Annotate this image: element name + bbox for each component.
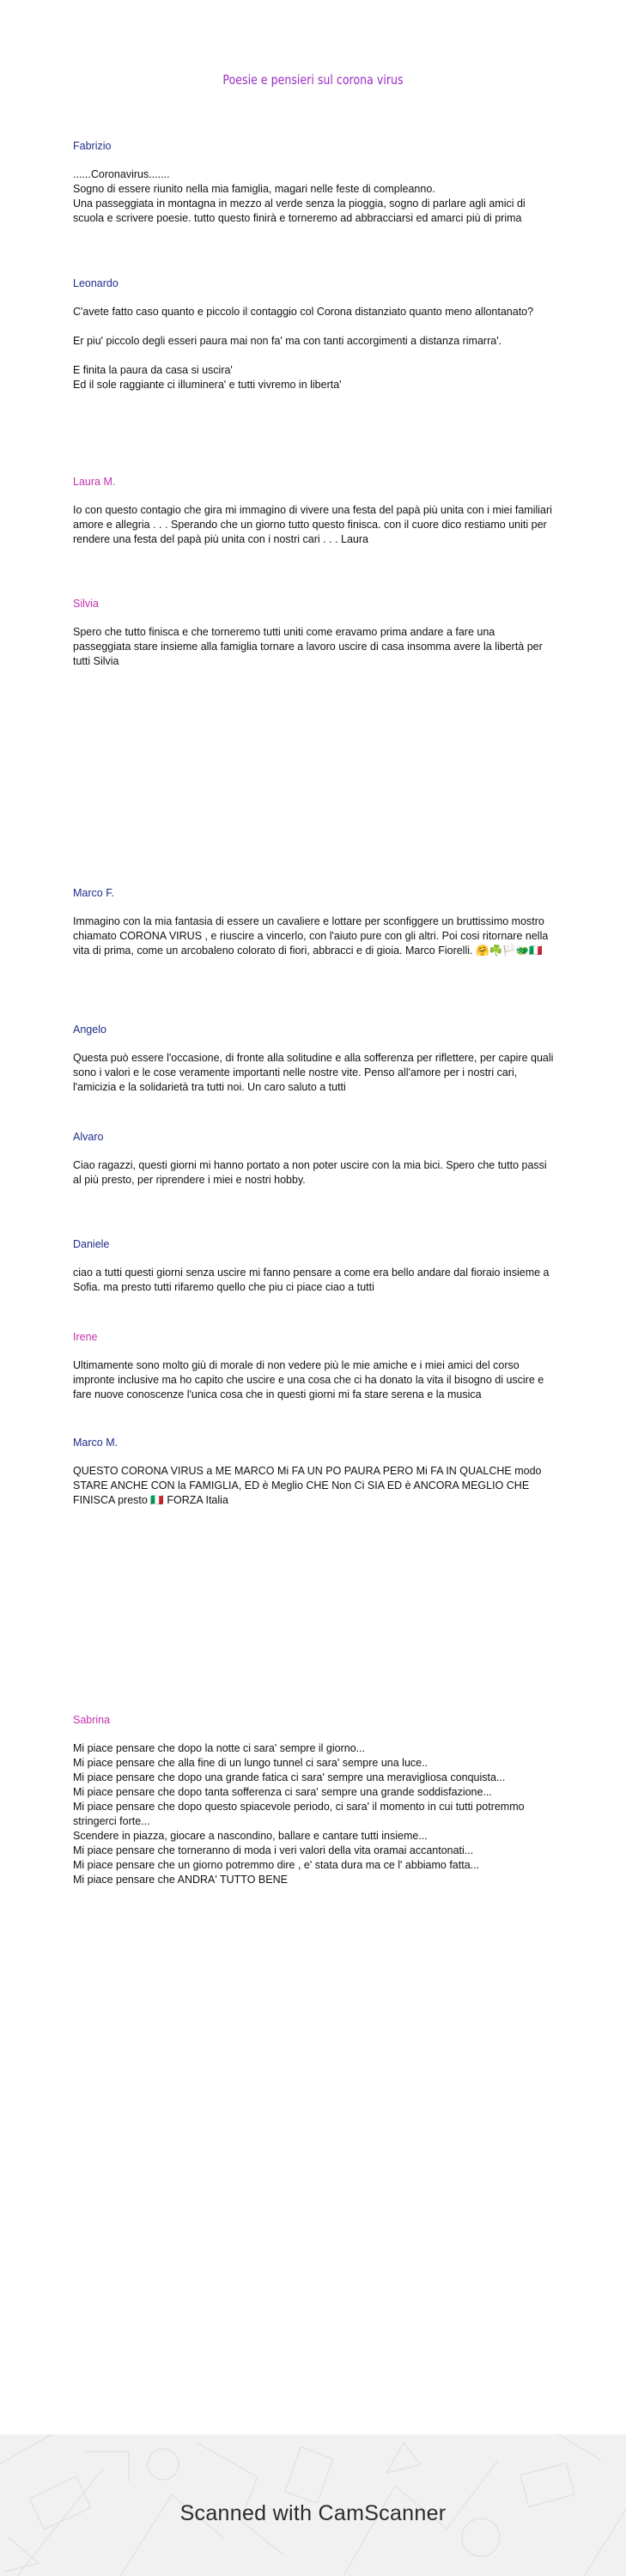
entry-author: Angelo (73, 1024, 106, 1036)
entry-author: Alvaro (73, 1131, 104, 1143)
entry-author: Leonardo (73, 277, 119, 289)
entry-fabrizio (73, 140, 554, 226)
entry-author: Fabrizio (73, 140, 112, 152)
entry-text: Ultimamente sono molto giù di morale di non vedere più le mie amiche e i miei amici del corso impronte inclusive ma ho capito che uscire e una cosa che ci ha donato la vita il bisogno di uscire e fare nuove conoscenze l'unica cosa che in questi giorni mi fa stare serena e la musica (73, 1359, 544, 1400)
entry-text: Mi piace pensare che dopo la notte ci sara' sempre il giorno... Mi piace pensare che alla fine di un lungo tunnel ci sara' sempre una luce.. Mi piace pensare che dopo una grande fatica ci sara' sempre una meravigliosa conquista... Mi piace pensare che dopo tanta sofferenza ci sara' sempre una grande soddisfazione... Mi piace pensare che dopo questo spiacevole periodo, ci sara' il momento in cui tutti potremmo stringerci forte... Scendere in piazza, giocare a nascondino, ballare e cantare tutti insieme... Mi piace pensare che torneranno di moda i veri valori della vita oramai accantonati... Mi piace pensare che un giorno potremmo dire , e' stata dura ma ce l' abbiamo fatta... Mi piace pensare che ANDRA' TUTTO BENE (73, 1742, 525, 1886)
entry-text: ......Coronavirus....... Sogno di essere riunito nella mia famiglia, magari nelle feste di compleanno. Una passeggiata in montagna in mezzo al verde senza la pioggia, sogno di parlare agli amici di scuola e scrivere poesie. tutto questo finirà e torneremo ad abbracciarsi ed amarci più di prima (73, 168, 526, 224)
page-title: Poesie e pensieri sul corona virus (222, 72, 404, 88)
entry-text: Immagino con la mia fantasia di essere un cavaliere e lottare per sconfiggere un bruttissimo mostro chiamato CORONA VIRUS , e riuscire a vincerlo, con l'aiuto pure con gli altri. Poi cosi ritornare nella vita di prima, come un arcobaleno colorato di fiori, abbracci e di gioia. Marco Fiorelli. 🤗☘️🏳️🐲🇮🇹 (73, 915, 549, 957)
footer-label: Scanned with CamScanner (179, 2501, 447, 2525)
entry-marco-m (73, 1437, 554, 1508)
entry-author: Daniele (73, 1238, 110, 1250)
entry-text: C'avete fatto caso quanto e piccolo il contaggio col Corona distanziato quanto meno allontanato? Er piu' piccolo degli esseri paura mai non fa' ma con tanti accorgimenti a distanza rimarra'. E finita la paura da casa si uscira' Ed il sole raggiante ci illuminera' e tutti vivremo in liberta' (73, 306, 534, 391)
entry-text: Questa può essere l'occasione, di fronte alla solitudine e alla sofferenza per riflettere, per capire quali sono i valori e le cose veramente importanti nelle nostre vite. Penso all'amore per i nostri cari, l'amicizia e la solidarietà tra tutti noi. Un caro saluto a tutti (73, 1052, 554, 1093)
entry-text: Ciao ragazzi, questi giorni mi hanno portato a non poter uscire con la mia bici. Spero che tutto passi al più presto, per riprendere i miei e nostri hobby. (73, 1159, 547, 1186)
entry-author: Marco F. (73, 887, 114, 899)
camscanner-footer (0, 2434, 626, 2576)
entry-laura (73, 476, 554, 547)
entry-leonardo (73, 277, 554, 392)
entry-daniele (73, 1238, 554, 1295)
entry-author: Silvia (73, 598, 99, 610)
entry-text: Spero che tutto finisca e che torneremo tutti uniti come eravamo prima andare a fare una passeggiata stare insieme alla famiglia tornare a lavoro uscire di casa insomma avere la libertà per tutti Silvia (73, 626, 543, 667)
entry-author: Laura M. (73, 476, 116, 488)
entry-author: Marco M. (73, 1437, 119, 1449)
entry-author: Sabrina (73, 1714, 111, 1726)
entry-text: Io con questo contagio che gira mi immagino di vivere una festa del papà più unita con i miei familiari amore e allegria . . . Sperando che un giorno tutto questo finisca. con il cuore dico restiamo uniti per rendere una festa del papà più unita con i nostri cari . . . Laura (73, 504, 552, 545)
entry-marco-f (73, 887, 554, 958)
entry-text: ciao a tutti questi giorni senza uscire mi fanno pensare a come era bello andare dal fioraio insieme a Sofia. ma presto tutti rifaremo quello che piu ci piace ciao a tutti (73, 1267, 550, 1293)
entry-irene (73, 1331, 554, 1402)
entry-silvia (73, 598, 554, 669)
entry-text: QUESTO CORONA VIRUS a ME MARCO Mi FA UN PO PAURA PERO Mi FA IN QUALCHE modo STARE ANCHE CON la FAMIGLIA, ED è Meglio CHE Non Ci SIA ED è ANCORA MEGLIO CHE FINISCA presto 🇮🇹 FORZA Italia (73, 1465, 542, 1506)
entry-author: Irene (73, 1331, 98, 1343)
entry-alvaro (73, 1131, 554, 1188)
entry-angelo (73, 1024, 554, 1095)
entry-sabrina (73, 1714, 554, 1887)
